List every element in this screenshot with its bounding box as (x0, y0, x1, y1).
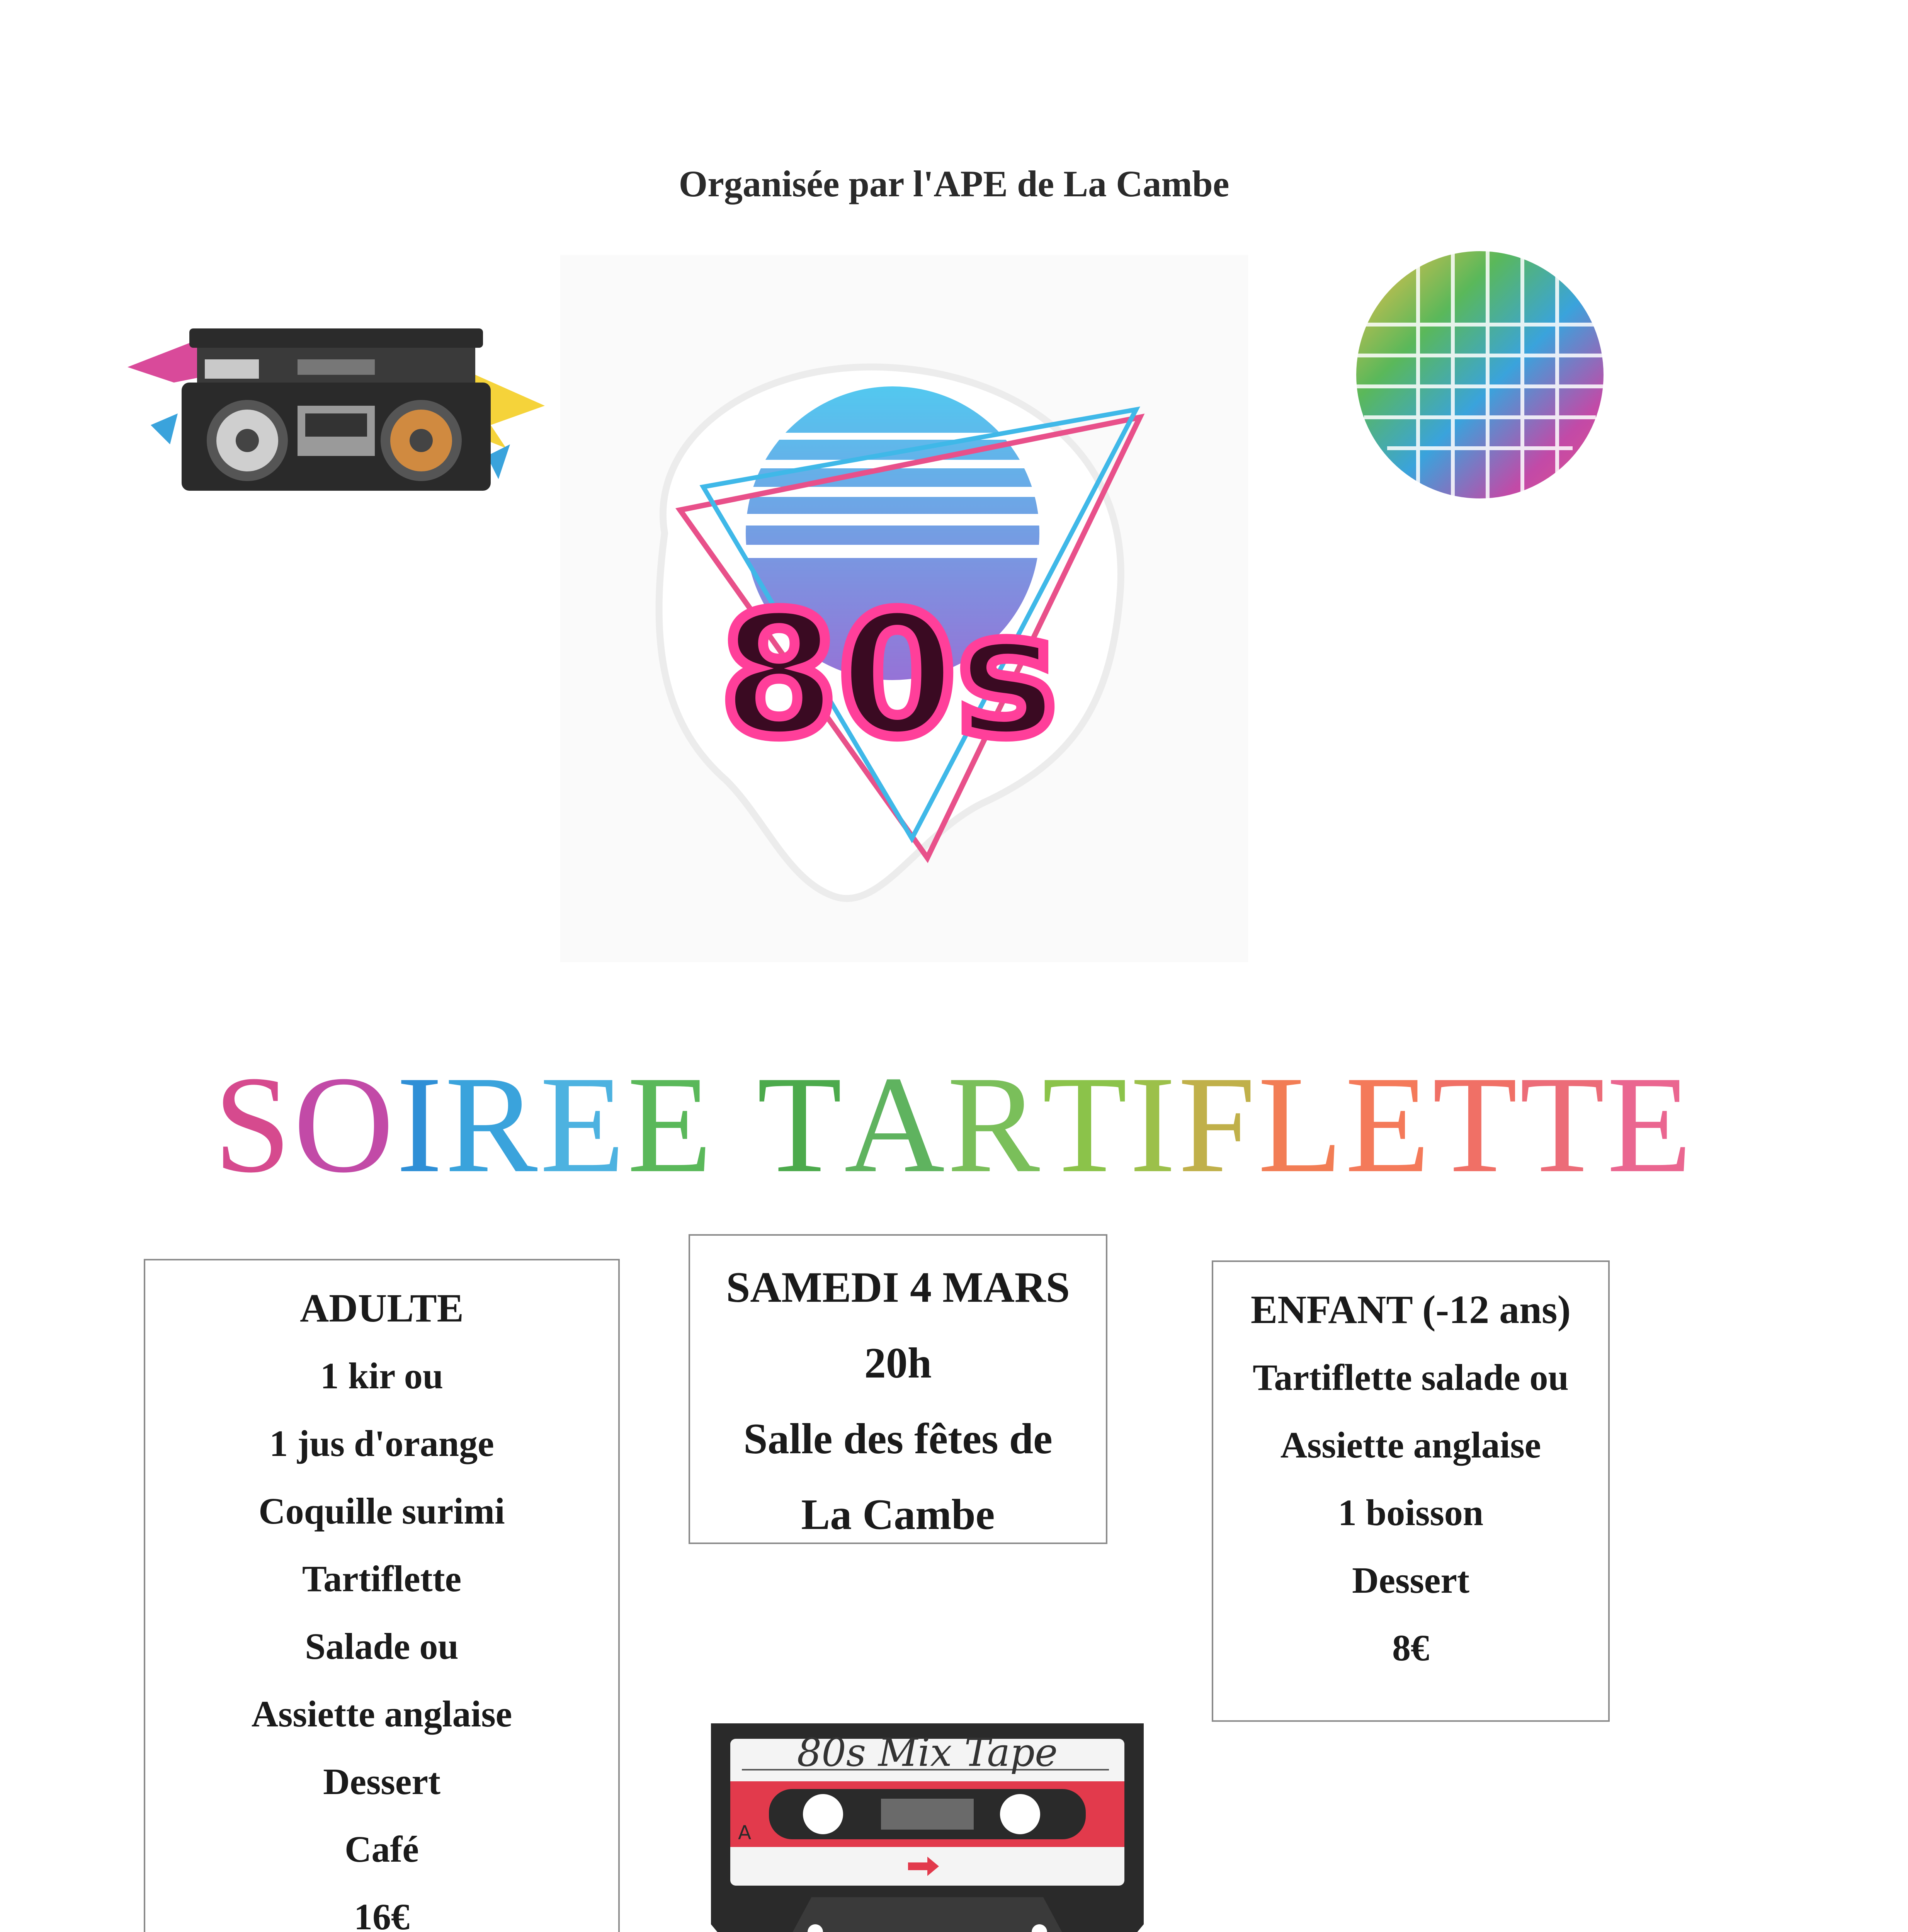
80s-logo-text: 80s (719, 577, 1058, 774)
child-menu-item: 1 boisson (1338, 1492, 1484, 1533)
title-letter: R (947, 1047, 1042, 1201)
event-date: SAMEDI 4 MARS (726, 1264, 1070, 1311)
title-letter: A (844, 1047, 947, 1201)
title-letter: T (1519, 1047, 1607, 1201)
title-letter: I (1129, 1047, 1178, 1201)
child-price: 8€ (1392, 1627, 1429, 1668)
adult-menu-item: 1 jus d'orange (269, 1423, 494, 1464)
event-title (0, 1047, 1908, 1201)
organizer-line: Organisée par l'APE de La Cambe (679, 163, 1229, 204)
event-venue-line1: Salle des fêtes de (743, 1415, 1053, 1463)
title-letter: E (1345, 1047, 1433, 1201)
title-letter: T (1432, 1047, 1520, 1201)
adult-menu-box (144, 1259, 620, 1932)
title-letter: R (445, 1047, 540, 1201)
cassette-label: 80s Mix Tape (797, 1730, 1058, 1775)
title-letter: E (540, 1047, 627, 1201)
title-space (714, 1055, 757, 1194)
child-heading: ENFANT (-12 ans) (1250, 1287, 1571, 1332)
child-menu-item: Assiette anglaise (1280, 1424, 1541, 1466)
child-menu-item: Tartiflette salade ou (1253, 1357, 1569, 1398)
title-letter: O (293, 1047, 396, 1201)
boombox-icon (128, 317, 553, 502)
adult-price: 16€ (354, 1896, 410, 1932)
title-letter: F (1178, 1047, 1258, 1201)
adult-menu-item: Tartiflette (302, 1558, 462, 1599)
cassette-side: A (738, 1821, 752, 1844)
title-letter: E (1607, 1047, 1694, 1201)
title-letter: S (214, 1047, 294, 1201)
80s-logo-icon (587, 317, 1190, 920)
adult-menu-item: 1 kir ou (320, 1355, 444, 1396)
event-details-box (689, 1234, 1107, 1544)
event-venue-line2: La Cambe (801, 1491, 995, 1539)
event-time: 20h (864, 1339, 932, 1387)
child-menu-item: Dessert (1352, 1560, 1469, 1601)
adult-heading: ADULTE (300, 1286, 464, 1330)
adult-menu-item: Assiette anglaise (251, 1693, 512, 1735)
title-letter: T (757, 1047, 845, 1201)
adult-menu-item: Café (345, 1828, 419, 1870)
title-letter: I (396, 1047, 445, 1201)
adult-menu-item: Coquille surimi (258, 1490, 505, 1532)
adult-menu-item: Salade ou (305, 1626, 459, 1667)
title-letter: T (1042, 1047, 1130, 1201)
title-letter: L (1258, 1047, 1345, 1201)
disco-ball-icon (1341, 247, 1619, 502)
title-letter: E (627, 1047, 715, 1201)
child-menu-box (1212, 1260, 1610, 1722)
cassette-tape-icon (699, 1716, 1155, 1932)
adult-menu-item: Dessert (323, 1761, 440, 1802)
